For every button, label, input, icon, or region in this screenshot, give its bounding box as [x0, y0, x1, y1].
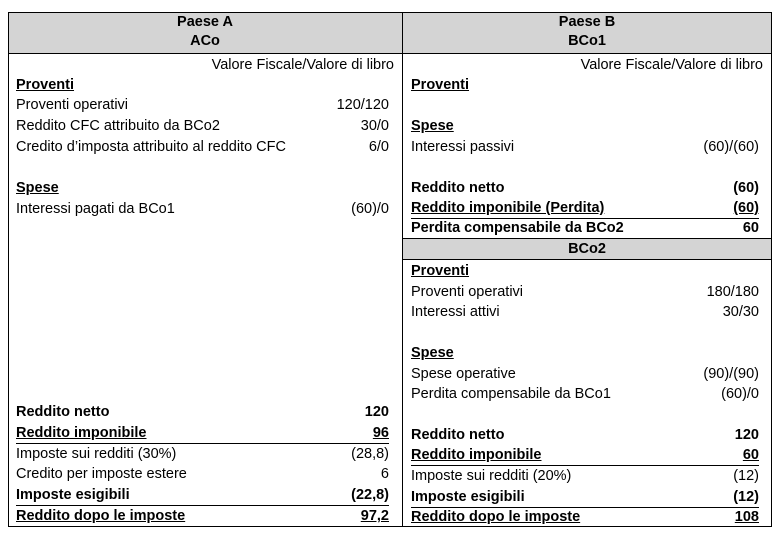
bco2-spese-row: Spese operative (90)/(90)	[411, 366, 759, 382]
bco2-reddito-imponibile: Reddito imponibile 60	[411, 447, 759, 463]
paese-a-reddito-dopo: Reddito dopo le imposte 97,2	[16, 508, 389, 524]
paese-a-spese-title: Spese	[16, 180, 59, 196]
bco2-reddito-netto: Reddito netto 120	[411, 427, 759, 443]
border-top	[8, 12, 772, 13]
bco2-spese-row: Perdita compensabile da BCo1 (60)/0	[411, 386, 759, 402]
paese-b-spese-title: Spese	[411, 118, 454, 134]
bco2-reddito-dopo: Reddito dopo le imposte 108	[411, 509, 759, 525]
paese-a-reddito-imponibile: Reddito imponibile 96	[16, 425, 389, 441]
paese-a-proventi-title: Proventi	[16, 77, 75, 93]
paese-a-entity: ACo	[190, 33, 220, 49]
paese-b-entity: BCo1	[568, 33, 606, 49]
bco2-imposte-esigibili: Imposte esigibili (12)	[411, 489, 759, 505]
paese-a-value-note: Valore Fiscale/Valore di libro	[211, 57, 394, 73]
paese-b-reddito-netto: Reddito netto (60)	[411, 180, 759, 196]
bco2-proventi-row: Interessi attivi 30/30	[411, 304, 759, 320]
border-left	[8, 12, 9, 527]
paese-a-credito-estere: Credito per imposte estere 6	[16, 466, 389, 482]
bco2-proventi-title: Proventi	[411, 263, 470, 279]
paese-a-proventi-row: Proventi operativi 120/120	[16, 97, 389, 113]
bco2-header	[403, 239, 771, 260]
bco2-entity: BCo2	[568, 241, 606, 257]
paese-b-reddito-imponibile: Reddito imponibile (Perdita) (60)	[411, 200, 759, 216]
paese-b-value-note: Valore Fiscale/Valore di libro	[580, 57, 763, 73]
paese-a-proventi-row: Credito d’imposta attribuito al reddito CFC 6/0	[16, 139, 389, 155]
paese-a-imposte-redditi: Imposte sui redditi (30%) (28,8)	[16, 446, 389, 462]
paese-a-country: Paese A	[177, 14, 233, 30]
paese-a-reddito-netto: Reddito netto 120	[16, 404, 389, 420]
bco2-spese-title: Spese	[411, 345, 454, 361]
column-divider	[402, 12, 403, 527]
border-right	[771, 12, 772, 527]
paese-b-perdita: Perdita compensabile da BCo2 60	[411, 220, 759, 236]
paese-b-spese-row: Interessi passivi (60)/(60)	[411, 139, 759, 155]
paese-a-header	[8, 13, 402, 54]
bco2-proventi-row: Proventi operativi 180/180	[411, 284, 759, 300]
paese-a-proventi-row: Reddito CFC attribuito da BCo2 30/0	[16, 118, 389, 134]
paese-b-proventi-title: Proventi	[411, 77, 470, 93]
paese-b-header	[403, 13, 771, 54]
bco2-imposte-redditi: Imposte sui redditi (20%) (12)	[411, 468, 759, 484]
paese-a-spese-row: Interessi pagati da BCo1 (60)/0	[16, 201, 389, 217]
paese-b-country: Paese B	[558, 14, 616, 30]
paese-a-imposte-esigibili: Imposte esigibili (22,8)	[16, 487, 389, 503]
